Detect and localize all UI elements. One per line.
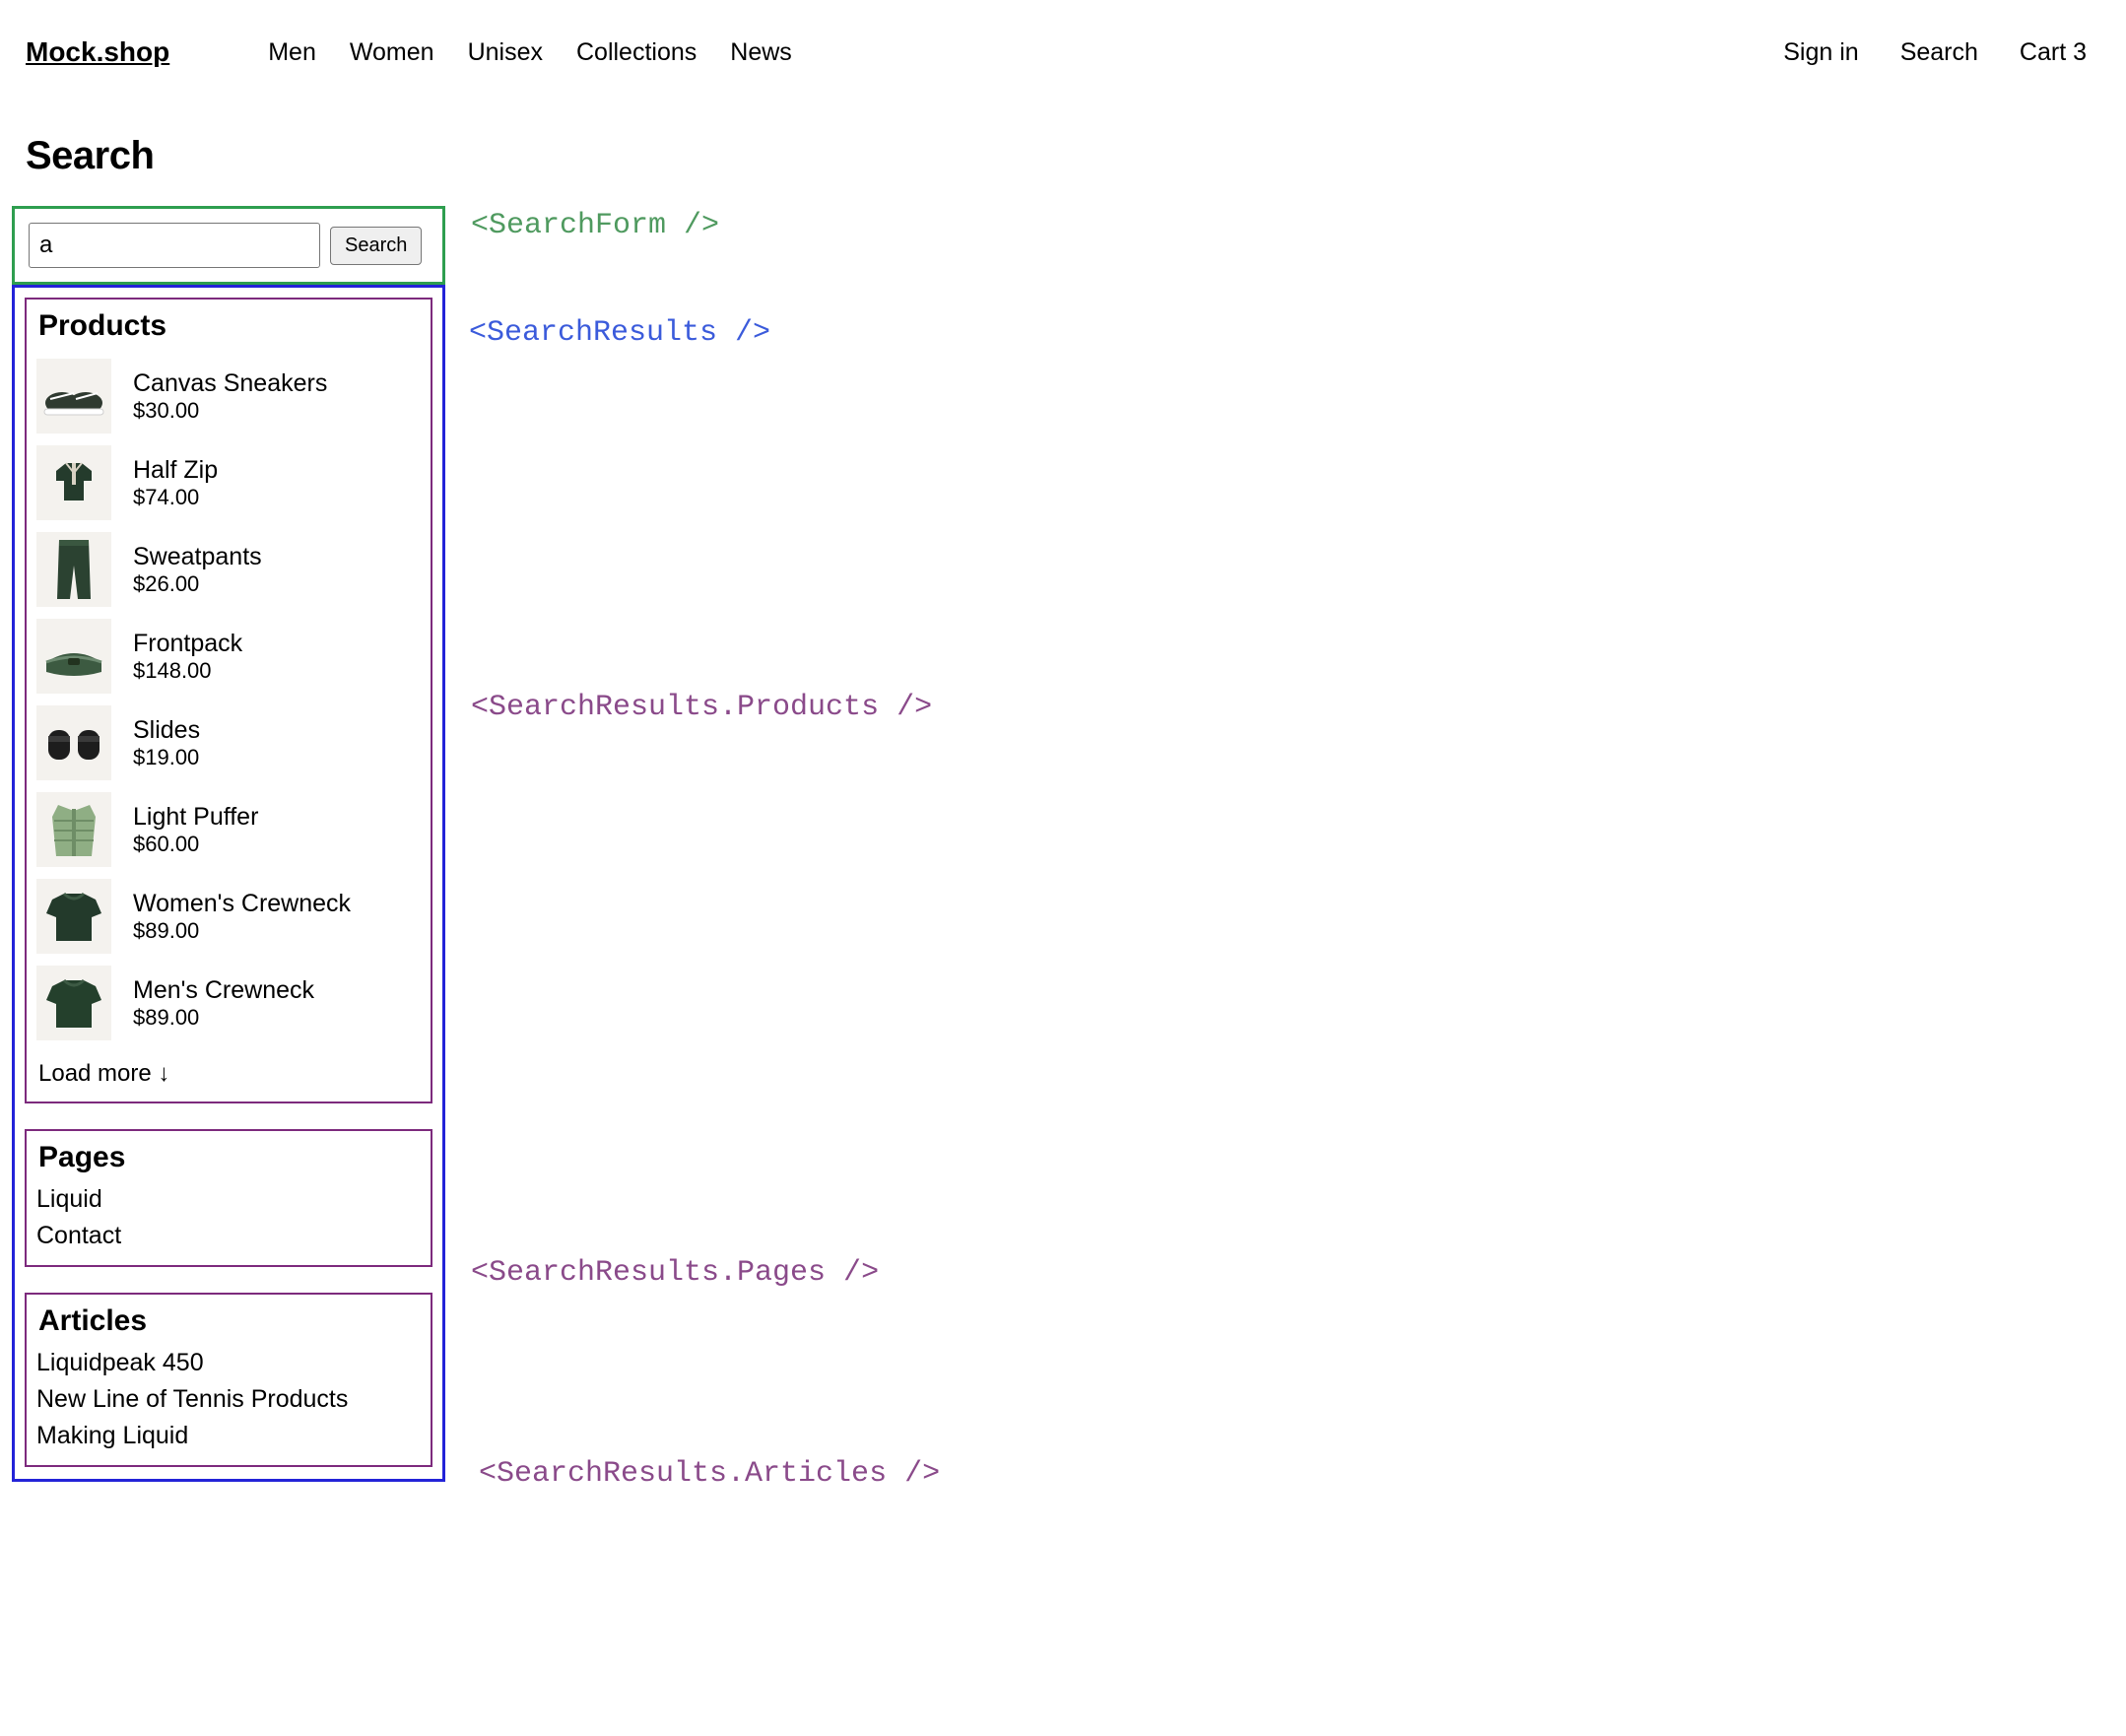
nav-item-unisex[interactable]: Unisex: [467, 37, 543, 66]
annotation-search-results-pages: <SearchResults.Pages />: [471, 1256, 880, 1290]
search-results-region: [12, 285, 445, 1482]
product-price: $19.00: [133, 744, 200, 769]
product-list: [36, 353, 421, 1046]
site-header: [0, 0, 2126, 77]
product-name: Frontpack: [133, 629, 243, 657]
frontpack-thumbnail: [36, 619, 111, 694]
products-heading: Products: [38, 309, 167, 342]
brand-logo[interactable]: Mock.shop: [26, 36, 170, 67]
product-list-item[interactable]: [36, 960, 421, 1046]
product-name: Canvas Sneakers: [133, 368, 328, 397]
product-price: $89.00: [133, 917, 200, 943]
page-list-item-contact[interactable]: Contact: [36, 1222, 122, 1249]
product-price: $148.00: [133, 657, 212, 683]
slides-thumbnail: [36, 705, 111, 780]
annotation-search-results-products: <SearchResults.Products />: [471, 691, 933, 724]
search-submit-button[interactable]: Search: [330, 227, 422, 265]
pages-list: [36, 1184, 421, 1251]
product-list-item[interactable]: [36, 439, 421, 526]
product-list-item[interactable]: [36, 786, 421, 873]
article-list-item-new-line-of-tennis-products[interactable]: New Line of Tennis Products: [36, 1385, 349, 1413]
product-name: Slides: [133, 715, 201, 744]
page-title: Search: [26, 134, 155, 177]
page-content: [0, 206, 2126, 1491]
product-name: Half Zip: [133, 455, 219, 484]
product-list-item[interactable]: [36, 873, 421, 960]
annotation-search-form: <SearchForm />: [471, 209, 720, 242]
puffer-thumbnail: [36, 792, 111, 867]
utility-nav: [1783, 38, 2100, 67]
main-nav: [268, 38, 792, 67]
annotation-search-results-articles: <SearchResults.Articles />: [479, 1457, 941, 1491]
search-input[interactable]: [29, 223, 320, 268]
product-list-item[interactable]: [36, 700, 421, 786]
nav-item-collections[interactable]: Collections: [575, 37, 698, 66]
product-name: Women's Crewneck: [133, 889, 352, 917]
load-more-button[interactable]: Load more ↓: [38, 1060, 170, 1087]
product-list-item[interactable]: [36, 613, 421, 700]
nav-item-men[interactable]: Men: [268, 37, 316, 66]
articles-list: [36, 1348, 421, 1451]
crewneck-thumbnail: [36, 879, 111, 954]
nav-item-news[interactable]: News: [730, 37, 792, 66]
annotation-search-results: <SearchResults />: [469, 316, 771, 350]
product-list-item[interactable]: [36, 526, 421, 613]
product-price: $30.00: [133, 397, 200, 423]
pages-heading: Pages: [38, 1141, 126, 1173]
crewneck-thumbnail: [36, 966, 111, 1040]
search-results-pages-region: [25, 1129, 432, 1267]
sneaker-thumbnail: [36, 359, 111, 434]
cart-link[interactable]: Cart 3: [2019, 37, 2087, 66]
page-list-item-liquid[interactable]: Liquid: [36, 1185, 102, 1213]
search-link[interactable]: Search: [1899, 37, 1978, 66]
search-results-articles-region: [25, 1293, 432, 1467]
product-name: Light Puffer: [133, 802, 259, 831]
sweatpants-thumbnail: [36, 532, 111, 607]
product-price: $60.00: [133, 831, 200, 856]
search-form: [29, 223, 431, 268]
search-results-products-region: [25, 298, 432, 1103]
articles-heading: Articles: [38, 1304, 148, 1337]
product-name: Men's Crewneck: [133, 975, 314, 1004]
product-price: $74.00: [133, 484, 200, 509]
article-list-item-making-liquid[interactable]: Making Liquid: [36, 1422, 189, 1449]
sign-in-link[interactable]: Sign in: [1783, 37, 1859, 66]
article-list-item-liquidpeak-450[interactable]: Liquidpeak 450: [36, 1349, 204, 1376]
nav-item-women[interactable]: Women: [349, 37, 434, 66]
search-form-region: [12, 206, 445, 285]
product-price: $89.00: [133, 1004, 200, 1030]
product-list-item[interactable]: [36, 353, 421, 439]
half-zip-thumbnail: [36, 445, 111, 520]
product-price: $26.00: [133, 570, 200, 596]
product-name: Sweatpants: [133, 542, 262, 570]
